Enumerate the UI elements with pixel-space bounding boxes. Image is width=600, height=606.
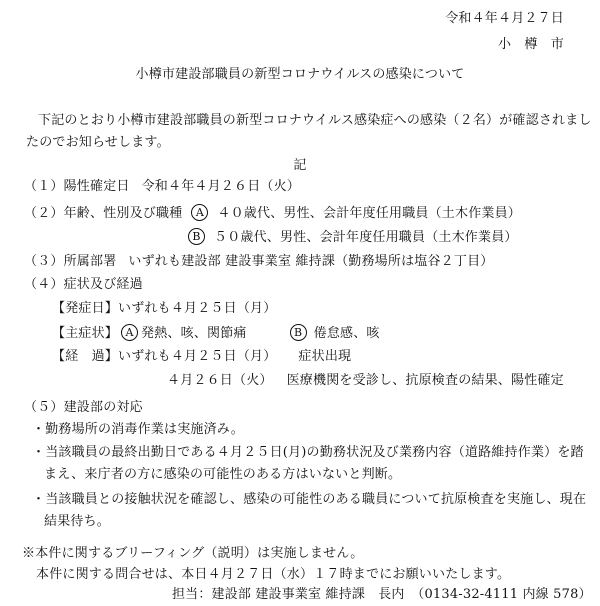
person-a-description: ４０歳代、男性、会計年度任用職員（土木作業員） — [217, 206, 522, 221]
document-title: 小樽市建設部職員の新型コロナウイルスの感染について — [135, 67, 465, 82]
briefing-note: ※本件に関するブリーフィング（説明）は実施しません。 — [22, 546, 364, 561]
symptom-circled-a: A — [121, 324, 138, 341]
response-bullet-2-line-1: ・当該職員の最終出勤日である４月２５日(月)の勤務状況及び業務内容（道路維持作業）を踏 — [32, 445, 584, 460]
response-bullet-3-line-2: 結果待ち。 — [44, 514, 111, 529]
intro-line-2: たのでお知らせします。 — [26, 135, 170, 150]
section-4-label: （４）症状及び経過 — [24, 277, 143, 292]
section-3 — [24, 253, 493, 271]
course-row-2 — [167, 372, 564, 390]
onset-row — [52, 300, 276, 318]
course-1-date: いずれも４月２５日（月） — [118, 349, 277, 364]
inquiry-note: 本件に関する問合せは、本日４月２７日（水）１７時までにお願いいたします。 — [36, 567, 511, 582]
section-1 — [24, 178, 300, 196]
section-2-row-b — [185, 228, 518, 247]
section-2-row-a — [24, 204, 521, 223]
course-2-text: 医療機関を受診し、抗原検査の結果、陽性確定 — [286, 373, 564, 388]
course-2-date: ４月２６日（火） — [167, 373, 273, 388]
response-bullet-1: ・勤務場所の消毒作業は実施済み。 — [32, 422, 244, 437]
course-1-text: 症状出現 — [298, 349, 352, 364]
circled-a-marker: A — [191, 204, 208, 221]
ki-heading: 記 — [293, 158, 307, 173]
symptom-b-text: 倦怠感、咳 — [313, 326, 380, 341]
symptom-a-text: 発熱、咳、関節痛 — [141, 326, 247, 341]
circled-b-marker: B — [188, 228, 205, 245]
onset-label: 【発症日】 — [52, 301, 119, 316]
section-1-value: 令和４年４月２６日（火） — [141, 179, 301, 194]
symptom-row — [52, 324, 380, 343]
person-b-description: ５０歳代、男性、会計年度任用職員（土木作業員） — [214, 230, 518, 245]
section-3-label: （３）所属部署 — [24, 254, 117, 269]
section-5-label: （５）建設部の対応 — [24, 400, 143, 415]
intro-line-1: 下記のとおり小樽市建設部職員の新型コロナウイルス感染症への感染（２名）が確認されまし — [38, 113, 592, 128]
course-label: 【経 過】 — [52, 349, 119, 364]
release-date: 令和４年４月２７日 — [445, 11, 564, 26]
issuer-name: 小 樽 市 — [497, 37, 564, 52]
response-bullet-2-line-2: まえ、来庁者の方に感染の可能性のある方はいないと判断。 — [44, 467, 402, 482]
onset-value: いずれも４月２５日（月） — [118, 301, 277, 316]
course-row-1 — [52, 348, 351, 366]
response-bullet-3-line-1: ・当該職員との接触状況を確認し、感染の可能性のある職員について抗原検査を実施し、現在 — [32, 492, 587, 507]
section-2-label: （２）年齢、性別及び職種 — [24, 206, 183, 221]
section-3-value: いずれも建設部 建設事業室 維持課（勤務場所は塩谷２丁目） — [128, 254, 494, 269]
contact-line: 担当：建設部 建設事業室 維持課 長内 （0134-32-4111 内線 578） — [172, 587, 592, 602]
section-1-label: （１）陽性確定日 — [24, 179, 130, 194]
symptom-circled-b: B — [290, 324, 307, 341]
symptom-label: 【主症状】 — [52, 326, 119, 341]
